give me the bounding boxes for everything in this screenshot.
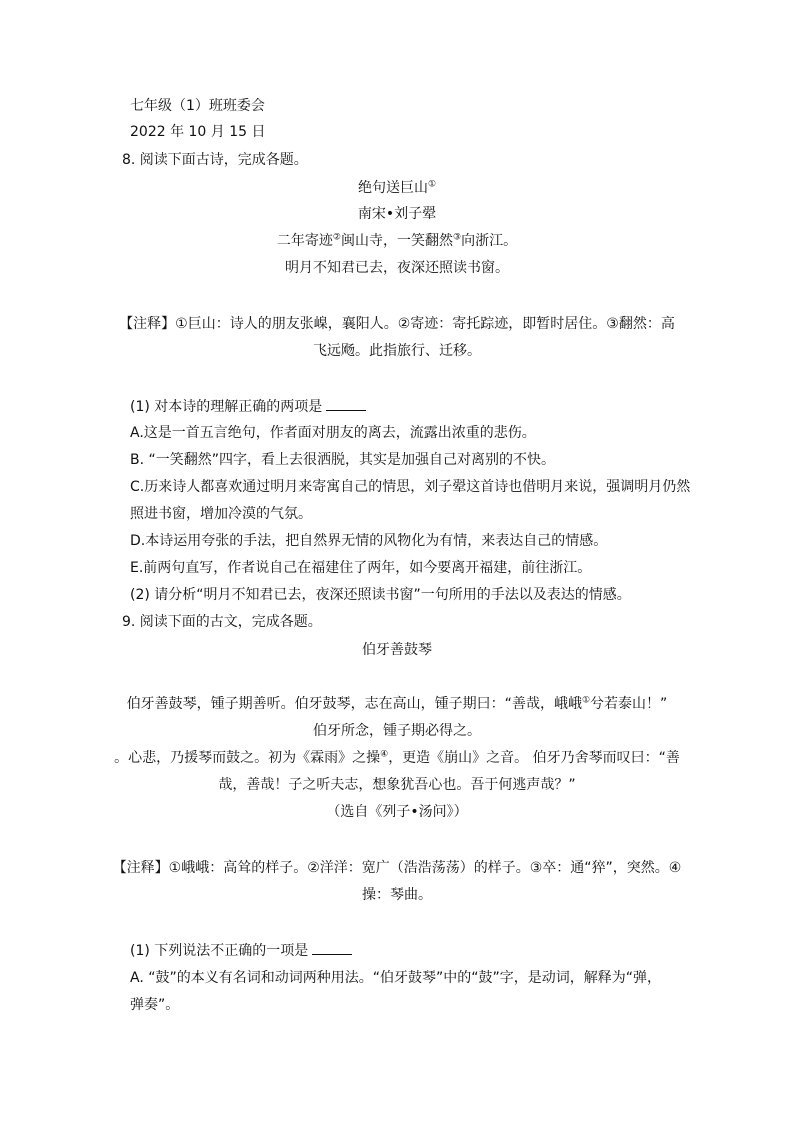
poem-text: 二年寄迹 bbox=[276, 233, 333, 249]
option-e: E.前两句直写，作者说自己在福建住了两年，如今要离开福建，前往浙江。 bbox=[130, 560, 592, 576]
passage-source: （选自《列子•汤问》） bbox=[326, 804, 468, 820]
poem-title-text: 绝句送巨山 bbox=[357, 180, 428, 196]
passage-notes-line-2: 操：琴曲。 bbox=[362, 887, 432, 903]
option-c-line-1: C.历来诗人都喜欢通过明月来寄寓自己的情思，刘子翚这首诗也借明月来说，强调明月仍然 bbox=[130, 479, 691, 495]
question-9-intro: 9. 阅读下面的古文，完成各题。 bbox=[122, 614, 322, 630]
poem-line-2: 明月不知君已去，夜深还照读书窗。 bbox=[285, 260, 509, 276]
question-9-option-a-line-2: 弹奏”。 bbox=[130, 997, 180, 1013]
passage-text: 兮若泰山！” bbox=[590, 696, 668, 712]
passage-notes-line-1: 【注释】①峨峨：高耸的样子。②洋洋：宽广（浩浩荡荡）的样子。③卒：通“猝”，突然。④ bbox=[112, 860, 682, 876]
question-8-sub-2: (2) 请分析“明月不知君已去，夜深还照读书窗”一句所用的手法以及表达的情感。 bbox=[130, 587, 631, 603]
question-9-option-a-line-1: A. “鼓”的本义有名词和动词两种用法。“伯牙鼓琴”中的“鼓”字，是动词，解释为“弹， bbox=[130, 970, 661, 986]
question-8-sub-1 bbox=[130, 397, 366, 417]
passage-line-2: 伯牙所念，锺子期必得之。 bbox=[313, 723, 481, 739]
footnote-marker: ② bbox=[332, 232, 341, 243]
poem-text: 向浙江。 bbox=[461, 233, 518, 249]
passage-line-4: 哉，善哉！子之听夫志，想象犹吾心也。吾于何逃声哉？” bbox=[218, 777, 576, 793]
question-8-intro: 8. 阅读下面古诗，完成各题。 bbox=[122, 152, 308, 168]
footnote-marker: ④ bbox=[380, 749, 389, 760]
passage-text: ，更造《崩山》之音。 伯牙乃舍琴而叹曰：“善 bbox=[388, 750, 680, 766]
footnote-marker: ③ bbox=[453, 232, 462, 243]
poem-line-1 bbox=[0, 231, 794, 251]
option-d: D.本诗运用夸张的手法，把自然界无情的风物化为有情，来表达自己的情感。 bbox=[130, 533, 608, 549]
sub-question-text: (1) 对本诗的理解正确的两项是 bbox=[130, 399, 323, 415]
question-9-sub-1 bbox=[130, 941, 352, 961]
poem-author: 南宋•刘子翚 bbox=[357, 206, 437, 222]
option-b: B. “一笑翻然”四字，看上去很洒脱，其实是加强自己对离别的不快。 bbox=[130, 452, 556, 468]
poem-text: 闽山寺，一笑翻然 bbox=[341, 233, 453, 249]
footnote-marker: ① bbox=[427, 179, 437, 190]
poem-title bbox=[0, 178, 794, 198]
poem-notes-line-1: 【注释】①巨山：诗人的朋友张嵲，襄阳人。②寄迹：寄托踪迹，即暂时居住。③翻然：高 bbox=[119, 316, 675, 332]
committee-signature: 七年级（1）班班委会 bbox=[130, 98, 265, 114]
answer-blank[interactable] bbox=[312, 942, 352, 955]
passage-title: 伯牙善鼓琴 bbox=[362, 642, 432, 658]
poem-notes-line-2: 飞远飏。此指旅行、迁移。 bbox=[313, 343, 481, 359]
passage-text: 。心悲，乃援琴而鼓之。初为《霖雨》之操 bbox=[114, 750, 381, 766]
passage-line-1 bbox=[0, 694, 794, 714]
answer-blank[interactable] bbox=[326, 398, 366, 411]
passage-line-3 bbox=[0, 748, 794, 768]
option-c-line-2: 照进书窗，增加冷漠的气氛。 bbox=[130, 506, 312, 522]
footnote-marker: ① bbox=[581, 695, 591, 706]
sub-question-text: (1) 下列说法不正确的一项是 bbox=[130, 943, 309, 959]
option-a: A.这是一首五言绝句，作者面对朋友的离去，流露出浓重的悲伤。 bbox=[130, 425, 536, 441]
signature-date: 2022 年 10 月 15 日 bbox=[130, 124, 266, 140]
passage-text: 伯牙善鼓琴，锺子期善听。伯牙鼓琴，志在高山，锺子期曰：“善哉，峨峨 bbox=[126, 696, 582, 712]
